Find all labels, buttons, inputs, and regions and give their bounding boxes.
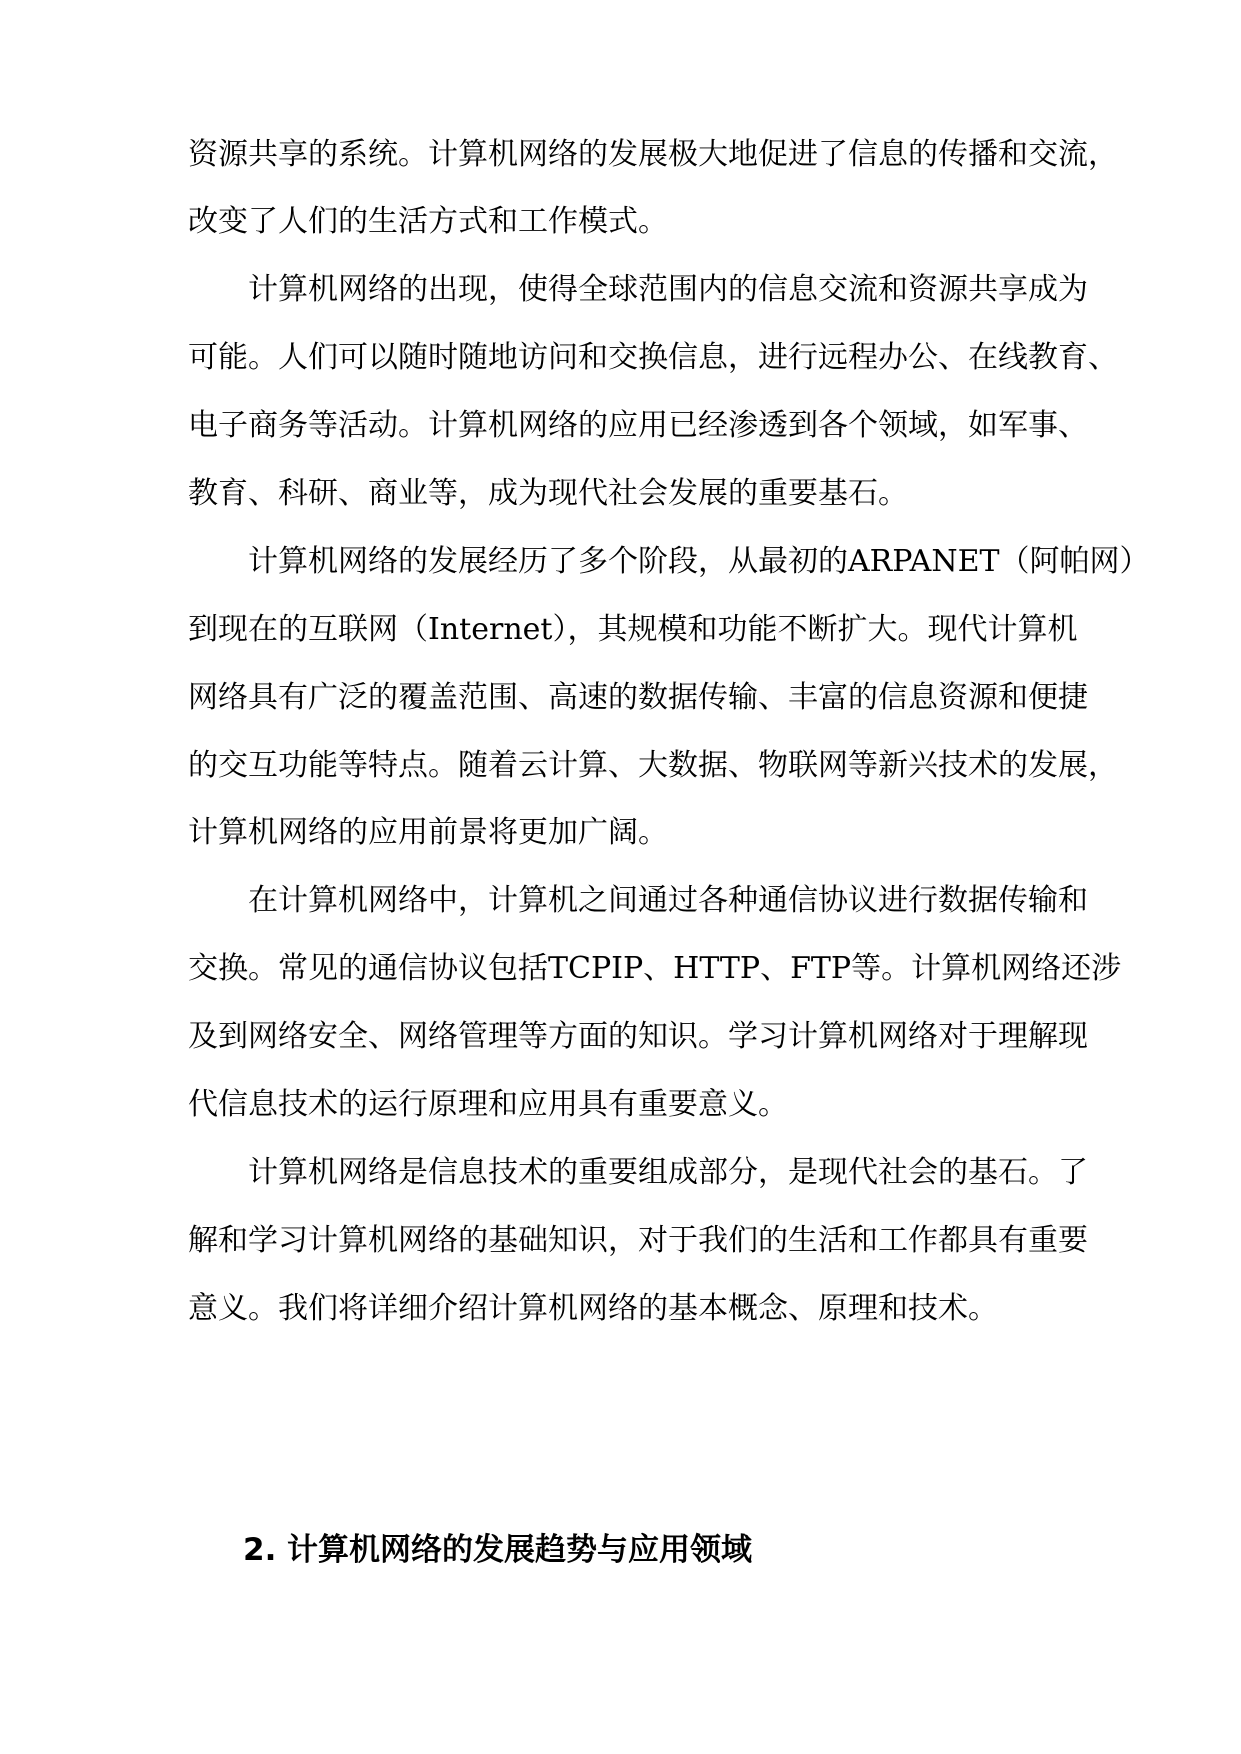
paragraph-line: 可能。人们可以随时随地访问和交换信息，进行远程办公、在线教育、 [188, 340, 1118, 375]
paragraph-line: 电子商务等活动。计算机网络的应用已经渗透到各个领域，如军事、 [188, 408, 1088, 443]
paragraph-first-line: 在计算机网络中，计算机之间通过各种通信协议进行数据传输和 [248, 883, 1088, 918]
paragraph-line: 资源共享的系统。计算机网络的发展极大地促进了信息的传播和交流， [188, 137, 1118, 172]
paragraph-line: 到现在的互联网（Internet），其规模和功能不断扩大。现代计算机 [188, 612, 1078, 647]
paragraph-line: 解和学习计算机网络的基础知识，对于我们的生活和工作都具有重要 [188, 1223, 1088, 1258]
paragraph-line: 代信息技术的运行原理和应用具有重要意义。 [188, 1087, 788, 1122]
paragraph-first-line: 计算机网络是信息技术的重要组成部分，是现代社会的基石。了 [248, 1155, 1088, 1190]
paragraph-line: 网络具有广泛的覆盖范围、高速的数据传输、丰富的信息资源和便捷 [188, 680, 1088, 715]
paragraph-line: 计算机网络的应用前景将更加广阔。 [188, 815, 668, 850]
paragraph-line: 及到网络安全、网络管理等方面的知识。学习计算机网络对于理解现 [188, 1019, 1088, 1054]
paragraph-line: 教育、科研、商业等，成为现代社会发展的重要基石。 [188, 476, 908, 511]
paragraph-line: 改变了人们的生活方式和工作模式。 [188, 204, 668, 239]
paragraph-first-line: 计算机网络的出现，使得全球范围内的信息交流和资源共享成为 [248, 272, 1088, 307]
section-heading [243, 1530, 752, 1570]
paragraph-line: 交换。常见的通信协议包括TCPIP、HTTP、FTP等。计算机网络还涉 [188, 951, 1122, 986]
section-title: 计算机网络的发展趋势与应用领域 [287, 1532, 752, 1568]
paragraph-line: 意义。我们将详细介绍计算机网络的基本概念、原理和技术。 [188, 1291, 998, 1326]
paragraph-line: 的交互功能等特点。随着云计算、大数据、物联网等新兴技术的发展， [188, 748, 1118, 783]
section-number: 2. [243, 1532, 277, 1568]
paragraph-first-line: 计算机网络的发展经历了多个阶段，从最初的ARPANET（阿帕网） [248, 544, 1150, 579]
